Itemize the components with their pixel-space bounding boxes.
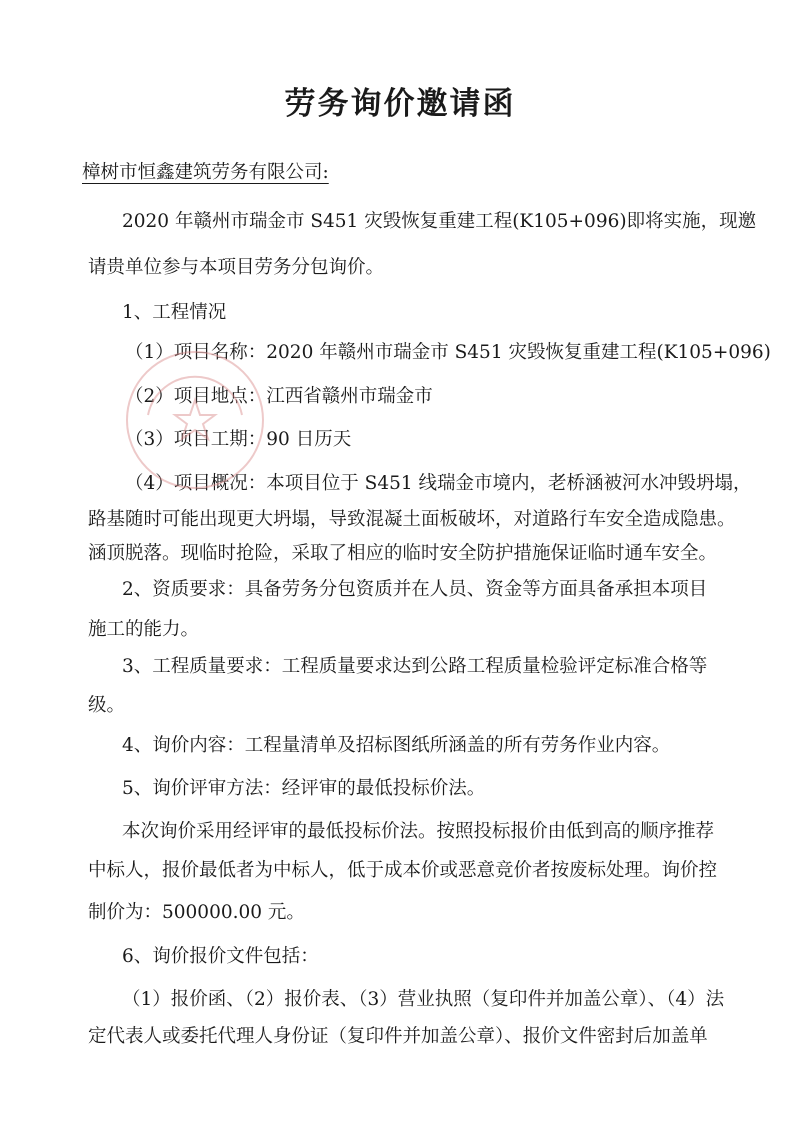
paragraph-line: 中标人，报价最低者为中标人，低于成本价或恶意竞价者按废标处理。询价控 [88, 860, 718, 881]
paragraph-line: 级。 [88, 695, 126, 716]
document-title: 劳务询价邀请函 [284, 86, 516, 122]
paragraph-line: （3）项目工期：90 日历天 [125, 429, 352, 450]
section-heading: 3、工程质量要求：工程质量要求达到公路工程质量检验评定标准合格等 [122, 656, 708, 677]
paragraph-line: 制价为：500000.00 元。 [88, 902, 305, 923]
paragraph-line: 本次询价采用经评审的最低投标价法。按照投标报价由低到高的顺序推荐 [122, 821, 715, 842]
paragraph-line: （1）报价函、（2）报价表、（3）营业执照（复印件并加盖公章）、（4）法 [122, 989, 725, 1010]
section-heading: 4、询价内容：工程量清单及招标图纸所涵盖的所有劳务作业内容。 [122, 735, 671, 756]
paragraph-line: （2）项目地点：江西省赣州市瑞金市 [125, 386, 433, 407]
section-heading: 2、资质要求：具备劳务分包资质并在人员、资金等方面具备承担本项目 [122, 579, 708, 600]
section-heading: 1、工程情况 [122, 302, 227, 323]
paragraph-line: （4）项目概况：本项目位于 S451 线瑞金市境内，老桥涵被河水冲毁坍塌， [125, 473, 752, 494]
paragraph-line: 请贵单位参与本项目劳务分包询价。 [88, 257, 385, 278]
paragraph-line: 2020 年赣州市瑞金市 S451 灾毁恢复重建工程(K105+096)即将实施，现邀 [122, 211, 757, 232]
paragraph-line: 路基随时可能出现更大坍塌，导致混凝土面板破坏，对道路行车安全造成隐患。 [88, 509, 736, 530]
addressee: 樟树市恒鑫建筑劳务有限公司: [82, 162, 329, 183]
paragraph-line: （1）项目名称：2020 年赣州市瑞金市 S451 灾毁恢复重建工程(K105+096) [125, 342, 771, 363]
paragraph-line: 涵顶脱落。现临时抢险，采取了相应的临时安全防护措施保证临时通车安全。 [88, 543, 718, 564]
paragraph-line: 定代表人或委托代理人身份证（复印件并加盖公章）、报价文件密封后加盖单 [88, 1026, 708, 1047]
section-heading: 5、询价评审方法：经评审的最低投标价法。 [122, 778, 486, 799]
section-heading: 6、询价报价文件包括： [122, 946, 319, 967]
paragraph-line: 施工的能力。 [88, 619, 200, 640]
